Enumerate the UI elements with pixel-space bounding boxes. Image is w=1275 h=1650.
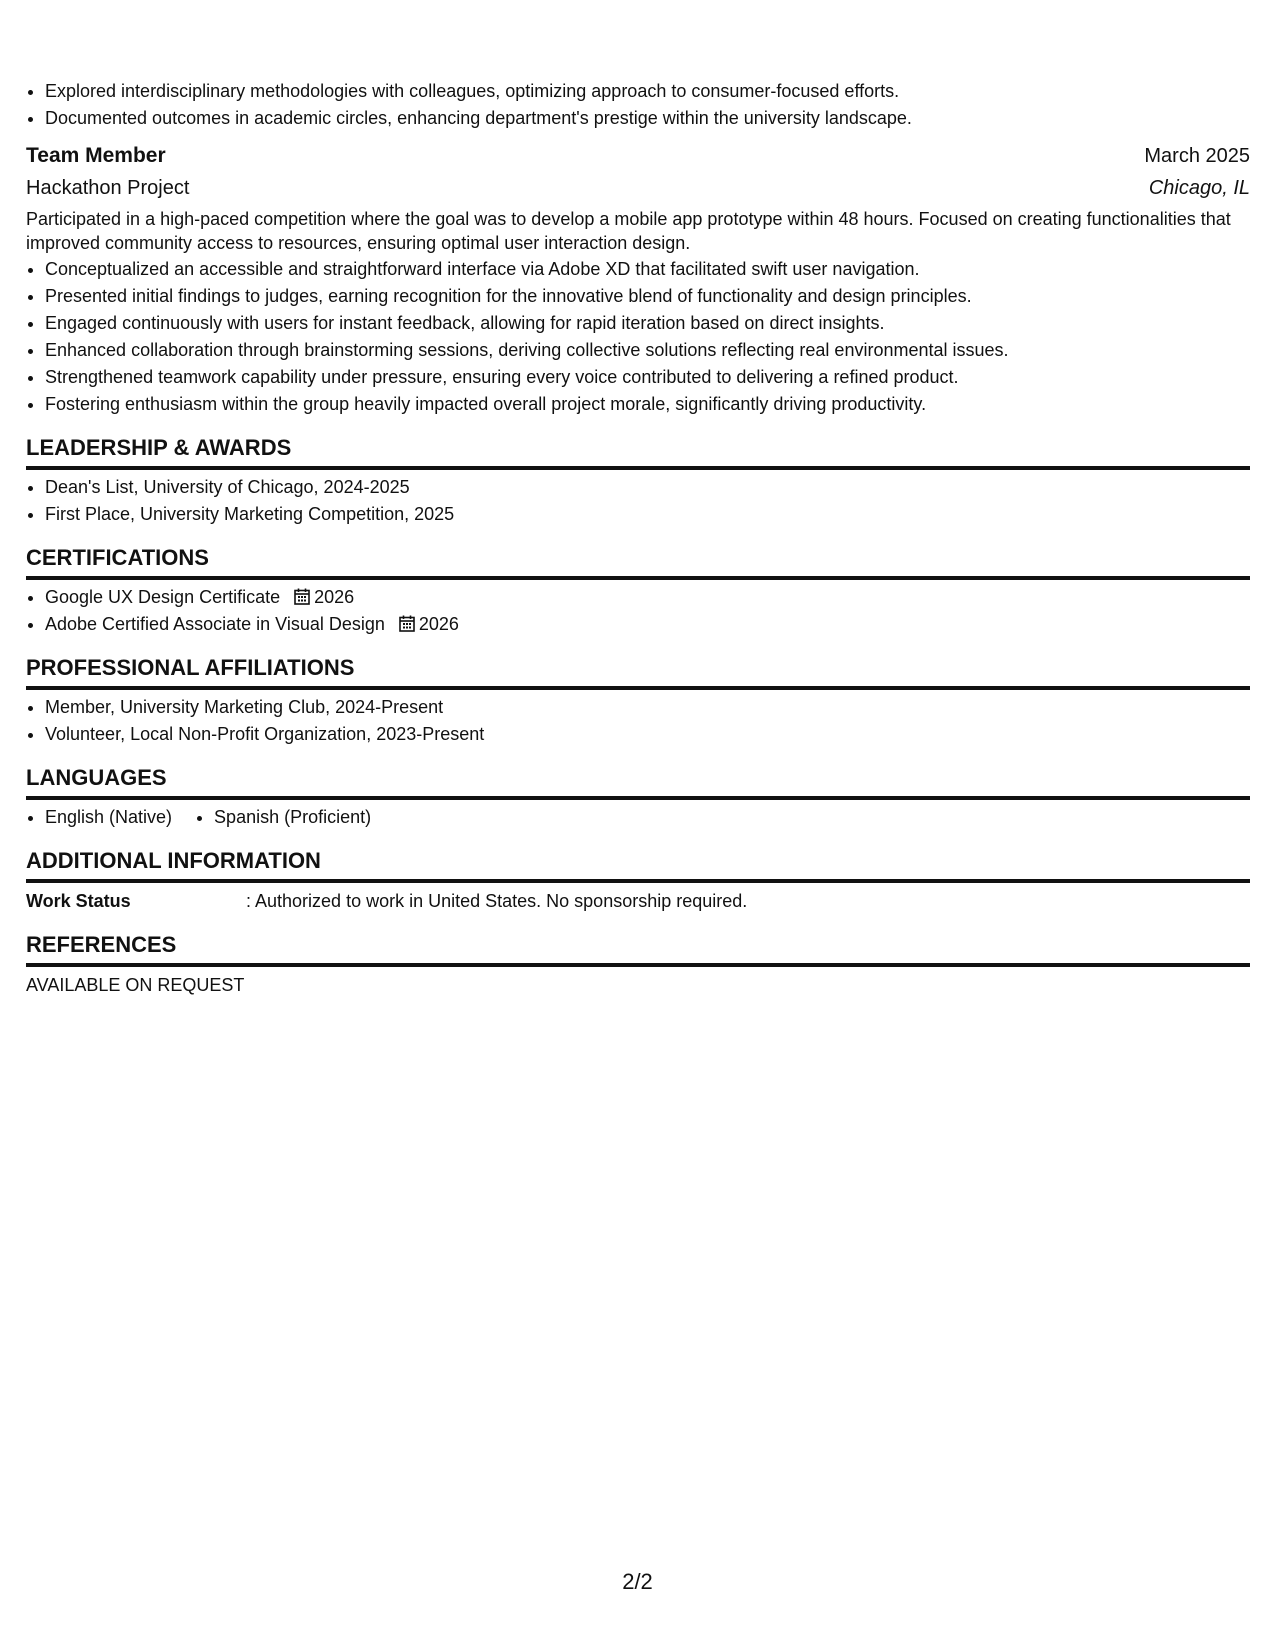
- job-title: Team Member: [26, 144, 166, 167]
- certification-name: Adobe Certified Associate in Visual Design: [45, 614, 385, 634]
- list-item: • Strengthened teamwork capability under pressure, ensuring every voice contributed to delivering a refined product.: [45, 364, 1250, 391]
- list-item: • Fostering enthusiasm within the group heavily impacted overall project morale, significantly driving productivity.: [45, 391, 1250, 418]
- certification-name: Google UX Design Certificate: [45, 587, 281, 607]
- references-text: AVAILABLE ON REQUEST: [26, 975, 245, 995]
- certifications-section: [26, 542, 1250, 638]
- section-heading: LEADERSHIP & AWARDS: [26, 432, 1250, 470]
- list-item: • Member, University Marketing Club, 2024-Present: [45, 694, 1250, 721]
- resume-page: [26, 78, 1250, 999]
- section-heading: ADDITIONAL INFORMATION: [26, 845, 1250, 883]
- list-item: • First Place, University Marketing Competition, 2025: [45, 501, 1250, 528]
- list-item: • Presented initial findings to judges, earning recognition for the innovative blend of functionality and design principles.: [45, 283, 1250, 310]
- certification-year: 2026: [418, 614, 459, 634]
- list-item: • English (Native): [45, 804, 172, 831]
- list-item: • Explored interdisciplinary methodologies with colleagues, optimizing approach to consumer-focused efforts.: [45, 78, 1250, 105]
- job-entry: [26, 132, 1250, 418]
- page-number: 2/2: [622, 1569, 653, 1594]
- work-status-value: : Authorized to work in United States. No sponsorship required.: [246, 891, 748, 911]
- calendar-icon: [399, 615, 415, 632]
- list-item: • Spanish (Proficient): [214, 804, 371, 831]
- languages-section: [26, 762, 1250, 831]
- list-item: • Dean's List, University of Chicago, 2024-2025: [45, 474, 1250, 501]
- list-item: • Volunteer, Local Non-Profit Organization, 2023-Present: [45, 721, 1250, 748]
- section-heading: CERTIFICATIONS: [26, 542, 1250, 580]
- list-item: • Engaged continuously with users for instant feedback, allowing for rapid iteration based on direct insights.: [45, 310, 1250, 337]
- additional-info-section: [26, 845, 1250, 915]
- list-item: [45, 584, 1250, 611]
- leadership-section: [26, 432, 1250, 528]
- job-description: Participated in a high-paced competition where the goal was to develop a mobile app prototype within 48 hours. Focused on creating functionalities that improved community access to resources, ensuring optimal user interaction design.: [26, 209, 1231, 253]
- section-heading: REFERENCES: [26, 929, 1250, 967]
- list-item: • Documented outcomes in academic circles, enhancing department's prestige within the university landscape.: [45, 105, 1250, 132]
- section-heading: PROFESSIONAL AFFILIATIONS: [26, 652, 1250, 690]
- list-item: • Conceptualized an accessible and straightforward interface via Adobe XD that facilitated swift user navigation.: [45, 256, 1250, 283]
- list-item: • Enhanced collaboration through brainstorming sessions, deriving collective solutions reflecting real environmental issues.: [45, 337, 1250, 364]
- references-section: [26, 929, 1250, 999]
- job-location: Chicago, IL: [1148, 177, 1250, 199]
- certification-year: 2026: [314, 587, 355, 607]
- calendar-icon: [294, 588, 310, 605]
- list-item: [45, 611, 1250, 638]
- job-date: March 2025: [1144, 145, 1250, 167]
- affiliations-section: [26, 652, 1250, 748]
- work-status-label: Work Status: [26, 891, 131, 911]
- job-bullet-list: [26, 256, 1250, 418]
- job-organization: Hackathon Project: [26, 177, 190, 199]
- section-heading: LANGUAGES: [26, 762, 1250, 800]
- intro-bullet-list: [26, 78, 1250, 132]
